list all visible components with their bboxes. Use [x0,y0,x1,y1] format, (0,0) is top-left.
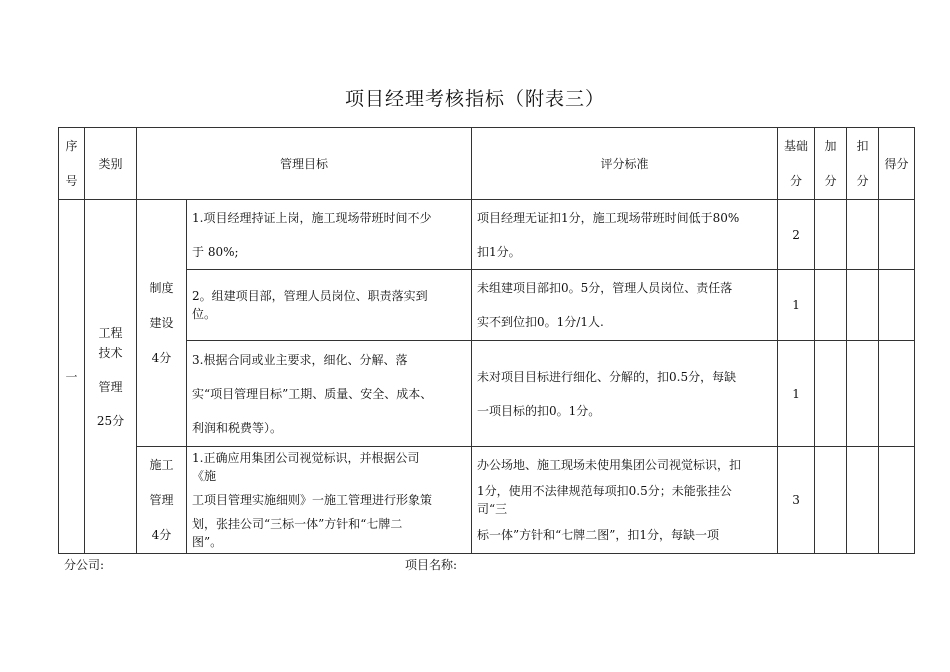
header-base: 基础 分 [778,128,815,200]
add-score [815,341,847,447]
deduct-score [847,447,879,554]
final-score [879,270,915,341]
add-score [815,447,847,554]
section-seq: 一 [59,200,85,554]
deduct-score [847,270,879,341]
group-name: 制度 建设 4分 [137,200,187,447]
page-title: 项目经理考核指标（附表三） [344,88,605,110]
header-deduct: 扣 分 [847,128,879,200]
final-score [879,447,915,554]
assessment-table [58,127,915,554]
add-score [815,200,847,270]
header-score: 得分 [879,128,915,200]
base-score: 2 [778,200,815,270]
header-goal: 管理目标 [137,128,472,200]
header-seq: 序 号 [59,128,85,200]
goal-cell: 3.根据合同或业主要求，细化、分解、落 实“项目管理目标”工期、质量、安全、成本、 利润和税费等）。 [187,341,472,447]
deduct-score [847,200,879,270]
header-category: 类别 [85,128,137,200]
add-score [815,270,847,341]
criteria-cell: 项目经理无证扣1分，施工现场带班时间低于80% 扣1分。 [472,200,778,270]
criteria-cell: 未组建项目部扣0。5分，管理人员岗位、责任落 实不到位扣0。1分/1人. [472,270,778,341]
criteria-cell: 办公场地、施工现场未使用集团公司视觉标识，扣 1分，使用不法律规范每项扣0.5分；未能张挂公 司“三 标一体”方针和“七牌二图”，扣1分，每缺一项 [472,447,778,554]
base-score: 1 [778,341,815,447]
goal-cell: 2。组建项目部，管理人员岗位、职责落实到 位。 [187,270,472,341]
table-row [59,447,915,554]
final-score [879,200,915,270]
goal-cell: 1.正确应用集团公司视觉标识，并根据公司 《施 工项目管理实施细则》一施工管理进行形象策 划，张挂公司“三标一体”方针和“七牌二 图”。 [187,447,472,554]
group-name: 施工 管理 4分 [137,447,187,554]
criteria-cell: 未对项目目标进行细化、分解的，扣0.5分，每缺 一项目标的扣0。1分。 [472,341,778,447]
base-score: 1 [778,270,815,341]
deduct-score [847,341,879,447]
goal-cell: 1.项目经理持证上岗，施工现场带班时间不少 于 80%; [187,200,472,270]
final-score [879,341,915,447]
project-name-label: 项目名称: [405,558,458,572]
header-add: 加 分 [815,128,847,200]
table-row [59,270,915,341]
header-row [59,128,915,200]
header-criteria: 评分标准 [472,128,778,200]
branch-label: 分公司: [64,558,105,572]
base-score: 3 [778,447,815,554]
table-row [59,200,915,270]
table-row [59,341,915,447]
section-category: 工程 技术 管理 25分 [85,200,137,554]
